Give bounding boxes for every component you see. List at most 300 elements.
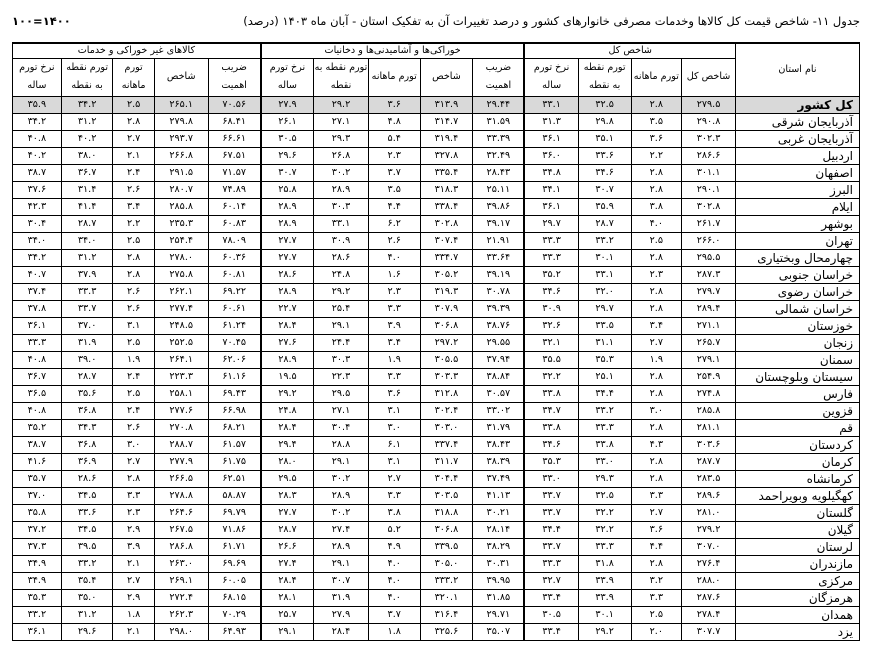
table-cell: ۳۶.۸ <box>61 436 113 453</box>
table-cell: ۲۹.۴ <box>261 436 314 453</box>
table-cell: ۳۹.۱۷ <box>473 215 525 232</box>
col-header: شاخص <box>420 58 473 96</box>
table-cell: ۴.۰ <box>368 572 420 589</box>
table-cell: ۳۸.۴۳ <box>473 436 525 453</box>
table-cell: ۴۲.۳ <box>13 198 62 215</box>
table-cell: ۳۳.۳ <box>13 334 62 351</box>
table-cell: ۲۷۷.۹ <box>154 453 208 470</box>
table-cell: ۱۹.۵ <box>261 368 314 385</box>
table-cell: ۳۴.۹ <box>13 555 62 572</box>
table-cell: ۳۶.۱ <box>13 623 62 640</box>
table-cell: ۴۱.۴ <box>61 198 113 215</box>
table-cell: ۶۶.۶۱ <box>208 130 261 147</box>
table-cell: ۳۳.۶ <box>61 504 113 521</box>
table-cell: ۳۱.۷۹ <box>473 419 525 436</box>
table-row <box>13 266 860 283</box>
table-cell: ۳۰۳.۰ <box>420 419 473 436</box>
table-cell: ۶۰.۸۱ <box>208 266 261 283</box>
table-cell: ۳۰۵.۵ <box>420 351 473 368</box>
table-cell: ۳۳.۸ <box>524 385 578 402</box>
table-cell: ۳۹.۳۹ <box>473 300 525 317</box>
group-header-food: خوراکی‌ها و آشامیدنی‌ها و دخانیات <box>261 43 525 58</box>
table-cell: ۲۷.۷ <box>261 504 314 521</box>
table-cell: ۴.۰ <box>368 555 420 572</box>
table-cell: ۲۸.۶ <box>314 249 369 266</box>
table-cell: ۳۷.۶ <box>13 181 62 198</box>
table-cell: ۳.۶ <box>368 385 420 402</box>
table-cell: ۲۸۸.۰ <box>682 572 736 589</box>
table-cell: ۳۷.۹ <box>61 266 113 283</box>
table-cell: ۲۶۳.۰ <box>154 555 208 572</box>
base-year-label: ۱۰۰=۱۴۰۰ <box>12 14 71 28</box>
table-cell: ۳۱۲.۸ <box>420 385 473 402</box>
table-cell: ۶۷.۵۱ <box>208 147 261 164</box>
table-cell: ۲.۱ <box>113 555 154 572</box>
table-cell: ۳۲.۵ <box>578 487 631 504</box>
table-cell: ۳۰.۷ <box>314 572 369 589</box>
province-name: زنجان <box>735 334 859 351</box>
table-cell: ۳.۴ <box>631 317 682 334</box>
table-cell: ۲۹.۱ <box>314 453 369 470</box>
table-cell: ۳۴.۰ <box>13 232 62 249</box>
table-cell: ۳۵.۸ <box>13 504 62 521</box>
table-cell: ۶.۱ <box>368 436 420 453</box>
table-cell: ۳۳۳.۲ <box>420 572 473 589</box>
table-cell: ۲۹.۷ <box>578 300 631 317</box>
table-cell: ۲.۷ <box>113 453 154 470</box>
table-cell: ۲.۷ <box>631 334 682 351</box>
table-cell: ۳۴.۶ <box>524 436 578 453</box>
table-cell: ۷۱.۸۶ <box>208 521 261 538</box>
table-cell: ۳۵.۲ <box>524 266 578 283</box>
table-cell: ۴.۹ <box>368 538 420 555</box>
table-cell: ۲۶۴.۶ <box>154 504 208 521</box>
table-cell: ۷۰.۲۹ <box>208 606 261 623</box>
table-cell: ۲۷.۱ <box>314 402 369 419</box>
table-cell: ۳۰۳.۳ <box>420 368 473 385</box>
table-cell: ۳۵.۱ <box>578 130 631 147</box>
table-cell: ۲.۷ <box>631 504 682 521</box>
table-cell: ۲۸.۶ <box>261 266 314 283</box>
table-cell: ۳۳.۷ <box>524 487 578 504</box>
table-cell: ۴۱.۱۳ <box>473 487 525 504</box>
table-cell: ۳۸.۳۹ <box>473 453 525 470</box>
table-cell: ۲۷۸.۸ <box>154 487 208 504</box>
table-cell: ۲۸۷.۷ <box>682 453 736 470</box>
table-cell: ۷۰.۴۵ <box>208 334 261 351</box>
table-cell: ۲.۱ <box>113 623 154 640</box>
province-name: گلستان <box>735 504 859 521</box>
table-cell: ۳۳۸.۴ <box>420 198 473 215</box>
table-cell: ۳۰۲.۴ <box>420 402 473 419</box>
province-name: تهران <box>735 232 859 249</box>
table-cell: ۶۶.۹۸ <box>208 402 261 419</box>
table-cell: ۳۰.۷ <box>578 181 631 198</box>
table-cell: ۳۲.۰ <box>578 283 631 300</box>
table-cell: ۲۹.۵ <box>314 385 369 402</box>
table-cell: ۳۱۶.۴ <box>420 606 473 623</box>
table-cell: ۳۲.۶ <box>524 317 578 334</box>
table-cell: ۳۲۰.۱ <box>420 589 473 606</box>
table-cell: ۲.۸ <box>631 385 682 402</box>
province-name: خراسان شمالی <box>735 300 859 317</box>
table-cell: ۲۷.۷ <box>261 232 314 249</box>
table-cell: ۳۴.۷ <box>524 402 578 419</box>
table-cell: ۶۸.۲۱ <box>208 419 261 436</box>
table-cell: ۲.۴ <box>113 368 154 385</box>
table-cell: ۲۶.۸ <box>314 147 369 164</box>
table-cell: ۲۶۵.۷ <box>682 334 736 351</box>
province-name: قم <box>735 419 859 436</box>
table-cell: ۲۹.۱ <box>314 555 369 572</box>
table-cell: ۶۰.۰۵ <box>208 572 261 589</box>
province-name: خراسان جنوبی <box>735 266 859 283</box>
table-cell: ۲۸.۹ <box>261 215 314 232</box>
table-cell: ۳۳.۳ <box>61 283 113 300</box>
table-cell: ۳۶.۷ <box>61 164 113 181</box>
table-cell: ۷۴.۸۹ <box>208 181 261 198</box>
table-cell: ۳۳.۲ <box>61 555 113 572</box>
table-cell: ۳۷.۴ <box>13 283 62 300</box>
table-cell: ۳۲.۲ <box>524 368 578 385</box>
province-name: کرمان <box>735 453 859 470</box>
table-cell: ۳۷.۳ <box>13 538 62 555</box>
province-name: قزوین <box>735 402 859 419</box>
table-row <box>13 606 860 623</box>
table-cell: ۳۱.۵۹ <box>473 113 525 130</box>
table-cell: ۳۶.۵ <box>13 385 62 402</box>
table-cell: ۲۶۶.۵ <box>154 470 208 487</box>
table-cell: ۲۹.۲ <box>314 283 369 300</box>
table-cell: ۳۴.۹ <box>13 572 62 589</box>
table-cell: ۲.۳ <box>368 283 420 300</box>
table-cell: ۳۴.۰ <box>61 232 113 249</box>
table-cell: ۵.۲ <box>368 521 420 538</box>
table-cell: ۲۷.۹ <box>261 96 314 113</box>
table-cell: ۲.۸ <box>631 181 682 198</box>
table-cell: ۳۳۷.۴ <box>420 436 473 453</box>
table-title: جدول ۱۱- شاخص قیمت کل کالاها وخدمات مصرفی خانوارهای کشور و درصد تغییرات آن به تفکیک استان - آبان ماه ۱۴۰۳ (درصد) <box>243 14 860 28</box>
table-cell: ۳۳.۱ <box>524 96 578 113</box>
table-cell: ۲۸.۴ <box>314 623 369 640</box>
table-cell: ۳۰.۱ <box>578 606 631 623</box>
table-cell: ۳۲.۵ <box>578 96 631 113</box>
table-cell: ۲۹۰.۱ <box>682 181 736 198</box>
table-cell: ۶۱.۵۷ <box>208 436 261 453</box>
table-cell: ۳۷.۰ <box>61 317 113 334</box>
table-cell: ۳۰۶.۸ <box>420 317 473 334</box>
table-cell: ۳۰۱.۱ <box>682 164 736 181</box>
table-cell: ۳۰۲.۳ <box>682 130 736 147</box>
table-cell: ۳۶.۰ <box>524 147 578 164</box>
table-cell: ۲.۶ <box>113 300 154 317</box>
table-cell: ۲۸.۹ <box>261 283 314 300</box>
table-cell: ۳.۴ <box>368 334 420 351</box>
table-cell: ۲۹.۱ <box>314 317 369 334</box>
table-cell: ۳.۵ <box>631 113 682 130</box>
table-cell: ۲۹.۴۴ <box>473 96 525 113</box>
table-cell: ۳۱.۲ <box>61 249 113 266</box>
table-cell: ۲۷.۱ <box>314 113 369 130</box>
table-row <box>13 215 860 232</box>
table-cell: ۳۳.۳ <box>524 555 578 572</box>
table-cell: ۳۷.۹۴ <box>473 351 525 368</box>
table-cell: ۲۷۹.۷ <box>682 283 736 300</box>
table-cell: ۳۲.۱ <box>524 334 578 351</box>
province-name: کهگیلویه وبویراحمد <box>735 487 859 504</box>
table-cell: ۱.۹ <box>631 351 682 368</box>
table-cell: ۲۹.۲ <box>314 96 369 113</box>
table-cell: ۲۹.۶ <box>61 623 113 640</box>
table-cell: ۴۰.۲ <box>13 147 62 164</box>
table-cell: ۳۵.۶ <box>61 385 113 402</box>
table-cell: ۳۸.۰ <box>61 147 113 164</box>
table-cell: ۲۸.۷ <box>261 521 314 538</box>
col-header: نرخ تورم ساله <box>13 58 62 96</box>
table-cell: ۳.۱ <box>368 402 420 419</box>
table-cell: ۳۹.۵ <box>61 538 113 555</box>
col-header: تورم ماهانه <box>631 58 682 96</box>
table-cell: ۲۹۳.۷ <box>154 130 208 147</box>
table-cell: ۲۷.۶ <box>261 334 314 351</box>
col-header: ضریب اهمیت <box>473 58 525 96</box>
table-cell: ۳۲۵.۶ <box>420 623 473 640</box>
table-cell: ۳۱.۹ <box>314 589 369 606</box>
inflation-table <box>12 42 860 641</box>
table-cell: ۳.۶ <box>631 521 682 538</box>
table-cell: ۲۶۴.۱ <box>154 351 208 368</box>
table-cell: ۳۸.۸۴ <box>473 368 525 385</box>
table-cell: ۳۵.۴ <box>61 572 113 589</box>
province-name: اردبیل <box>735 147 859 164</box>
table-cell: ۲.۸ <box>631 470 682 487</box>
table-cell: ۳۲.۲ <box>578 521 631 538</box>
table-cell: ۲۷.۹ <box>314 606 369 623</box>
table-cell: ۳۳.۴ <box>524 623 578 640</box>
table-cell: ۳۲.۲ <box>578 504 631 521</box>
table-row <box>13 351 860 368</box>
table-cell: ۲.۹ <box>113 589 154 606</box>
province-name: همدان <box>735 606 859 623</box>
table-cell: ۳۰۳.۵ <box>420 487 473 504</box>
table-cell: ۳۰.۴ <box>13 215 62 232</box>
table-cell: ۲.۵ <box>113 385 154 402</box>
col-header: شاخص کل <box>682 58 736 96</box>
table-cell: ۲۸.۹ <box>314 538 369 555</box>
province-name: کل کشور <box>735 96 859 113</box>
table-cell: ۶۹.۶۹ <box>208 555 261 572</box>
table-cell: ۳۳.۴ <box>524 589 578 606</box>
table-row <box>13 198 860 215</box>
table-cell: ۵۸.۸۷ <box>208 487 261 504</box>
table-cell: ۳۱.۲ <box>61 606 113 623</box>
table-cell: ۴.۰ <box>631 215 682 232</box>
table-cell: ۲۷۶.۴ <box>682 555 736 572</box>
table-cell: ۲۷۷.۴ <box>154 300 208 317</box>
province-name: ایلام <box>735 198 859 215</box>
table-cell: ۳.۳ <box>631 487 682 504</box>
table-cell: ۲۷۴.۸ <box>682 385 736 402</box>
table-cell: ۲۶۲.۳ <box>154 606 208 623</box>
table-cell: ۲۸.۱۴ <box>473 521 525 538</box>
table-row <box>13 623 860 640</box>
table-cell: ۳۳۴.۷ <box>420 249 473 266</box>
table-cell: ۳۳.۳ <box>524 232 578 249</box>
table-cell: ۳.۰ <box>113 436 154 453</box>
table-cell: ۶۱.۱۶ <box>208 368 261 385</box>
table-cell: ۳۳.۷ <box>524 504 578 521</box>
table-cell: ۲۵۲.۵ <box>154 334 208 351</box>
table-cell: ۳۶.۹ <box>61 453 113 470</box>
table-cell: ۲.۳ <box>113 504 154 521</box>
table-cell: ۳۵.۵ <box>524 351 578 368</box>
table-cell: ۳۳.۳ <box>524 249 578 266</box>
table-cell: ۳۳.۷ <box>524 538 578 555</box>
table-row <box>13 283 860 300</box>
table-cell: ۳۸.۲۹ <box>473 538 525 555</box>
col-header: شاخص <box>154 58 208 96</box>
table-cell: ۲۸۳.۵ <box>682 470 736 487</box>
table-row <box>13 572 860 589</box>
table-cell: ۲۹۵.۵ <box>682 249 736 266</box>
table-cell: ۳.۳ <box>631 589 682 606</box>
table-cell: ۳۴.۱ <box>524 181 578 198</box>
table-cell: ۳۳.۰ <box>578 453 631 470</box>
table-cell: ۳۱.۳ <box>524 113 578 130</box>
province-name: سمنان <box>735 351 859 368</box>
table-cell: ۲.۸ <box>113 470 154 487</box>
table-cell: ۲.۶ <box>113 283 154 300</box>
table-cell: ۶.۲ <box>368 215 420 232</box>
table-cell: ۴۰.۲ <box>61 130 113 147</box>
table-cell: ۳.۷ <box>368 606 420 623</box>
table-cell: ۳۰۵.۲ <box>420 266 473 283</box>
table-cell: ۴.۸ <box>368 113 420 130</box>
table-row <box>13 181 860 198</box>
table-cell: ۲۶۶.۸ <box>154 147 208 164</box>
table-cell: ۳۰.۷ <box>261 164 314 181</box>
table-cell: ۳۵.۳ <box>524 453 578 470</box>
table-cell: ۲.۵ <box>113 96 154 113</box>
table-cell: ۳۰.۵ <box>261 130 314 147</box>
table-cell: ۲.۷ <box>113 130 154 147</box>
table-cell: ۳۰.۹ <box>314 232 369 249</box>
province-name: هرمزگان <box>735 589 859 606</box>
table-row <box>13 300 860 317</box>
province-name: البرز <box>735 181 859 198</box>
table-cell: ۲۶۱.۷ <box>682 215 736 232</box>
table-cell: ۲۵.۸ <box>261 181 314 198</box>
table-cell: ۶۹.۲۲ <box>208 283 261 300</box>
table-cell: ۳۳.۸ <box>578 436 631 453</box>
table-cell: ۲۸.۴ <box>261 572 314 589</box>
table-cell: ۲۹۷.۲ <box>420 334 473 351</box>
table-cell: ۲.۵ <box>631 606 682 623</box>
table-cell: ۳۷.۸ <box>13 300 62 317</box>
table-cell: ۳۳.۲ <box>578 232 631 249</box>
table-cell: ۳۱.۲ <box>61 113 113 130</box>
table-cell: ۳۰.۳۱ <box>473 555 525 572</box>
table-cell: ۳۹.۰ <box>61 351 113 368</box>
table-cell: ۳۰۶.۸ <box>420 521 473 538</box>
table-cell: ۲.۸ <box>631 453 682 470</box>
table-cell: ۳۹.۱۹ <box>473 266 525 283</box>
table-cell: ۳۰۴.۴ <box>420 470 473 487</box>
table-cell: ۲۸.۹ <box>261 351 314 368</box>
table-cell: ۲.۵ <box>631 232 682 249</box>
table-row <box>13 113 860 130</box>
table-cell: ۴.۳ <box>631 436 682 453</box>
table-row <box>13 249 860 266</box>
table-cell: ۱.۹ <box>113 351 154 368</box>
table-cell: ۲۸.۱ <box>261 589 314 606</box>
table-row <box>13 232 860 249</box>
province-name: فارس <box>735 385 859 402</box>
table-cell: ۲۶۵.۱ <box>154 96 208 113</box>
table-cell: ۲۷.۷ <box>261 249 314 266</box>
table-cell: ۳۰۲.۸ <box>420 215 473 232</box>
table-cell: ۳.۳ <box>368 368 420 385</box>
table-cell: ۳۱.۴ <box>61 181 113 198</box>
table-cell: ۳۶.۸ <box>61 402 113 419</box>
table-cell: ۲۵۴.۴ <box>154 232 208 249</box>
table-cell: ۳.۹ <box>368 317 420 334</box>
table-cell: ۳۳.۹ <box>578 572 631 589</box>
table-cell: ۳.۰ <box>368 419 420 436</box>
table-cell: ۳۰۷.۷ <box>682 623 736 640</box>
table-cell: ۲۶.۱ <box>261 113 314 130</box>
table-cell: ۶۲.۰۶ <box>208 351 261 368</box>
table-cell: ۲۹.۲ <box>578 623 631 640</box>
table-cell: ۲۴.۴ <box>314 334 369 351</box>
table-cell: ۳۲۷.۸ <box>420 147 473 164</box>
table-cell: ۲۶۲.۱ <box>154 283 208 300</box>
table-cell: ۲۳۵.۳ <box>154 215 208 232</box>
table-cell: ۳۱.۱ <box>578 334 631 351</box>
table-cell: ۲.۳ <box>631 266 682 283</box>
table-row <box>13 317 860 334</box>
table-cell: ۶۰.۱۴ <box>208 198 261 215</box>
table-cell: ۳۳.۶ <box>578 147 631 164</box>
table-cell: ۳۳.۹ <box>578 589 631 606</box>
table-row <box>13 555 860 572</box>
table-cell: ۳۰۵.۰ <box>420 555 473 572</box>
table-cell: ۲۴.۸ <box>261 402 314 419</box>
table-cell: ۳۵.۹ <box>13 96 62 113</box>
province-name: آذربایجان غربی <box>735 130 859 147</box>
table-cell: ۲.۸ <box>631 368 682 385</box>
table-cell: ۶۱.۲۴ <box>208 317 261 334</box>
table-cell: ۳۰.۵۷ <box>473 385 525 402</box>
table-cell: ۲۹۱.۵ <box>154 164 208 181</box>
table-cell: ۲.۸ <box>113 249 154 266</box>
table-cell: ۵.۴ <box>368 130 420 147</box>
table-cell: ۲۸.۴۳ <box>473 164 525 181</box>
province-name: سیستان وبلوچستان <box>735 368 859 385</box>
table-cell: ۲۸۸.۷ <box>154 436 208 453</box>
table-cell: ۲.۰ <box>631 623 682 640</box>
table-row <box>13 470 860 487</box>
table-cell: ۲.۲ <box>113 215 154 232</box>
table-cell: ۲۷۹.۱ <box>682 351 736 368</box>
table-cell: ۳۴.۲ <box>61 96 113 113</box>
province-name: یزد <box>735 623 859 640</box>
table-cell: ۲۸.۸ <box>314 436 369 453</box>
table-cell: ۲.۸ <box>631 96 682 113</box>
table-cell: ۳.۲ <box>631 572 682 589</box>
table-cell: ۳۳.۸ <box>524 419 578 436</box>
table-cell: ۲۷۵.۸ <box>154 266 208 283</box>
